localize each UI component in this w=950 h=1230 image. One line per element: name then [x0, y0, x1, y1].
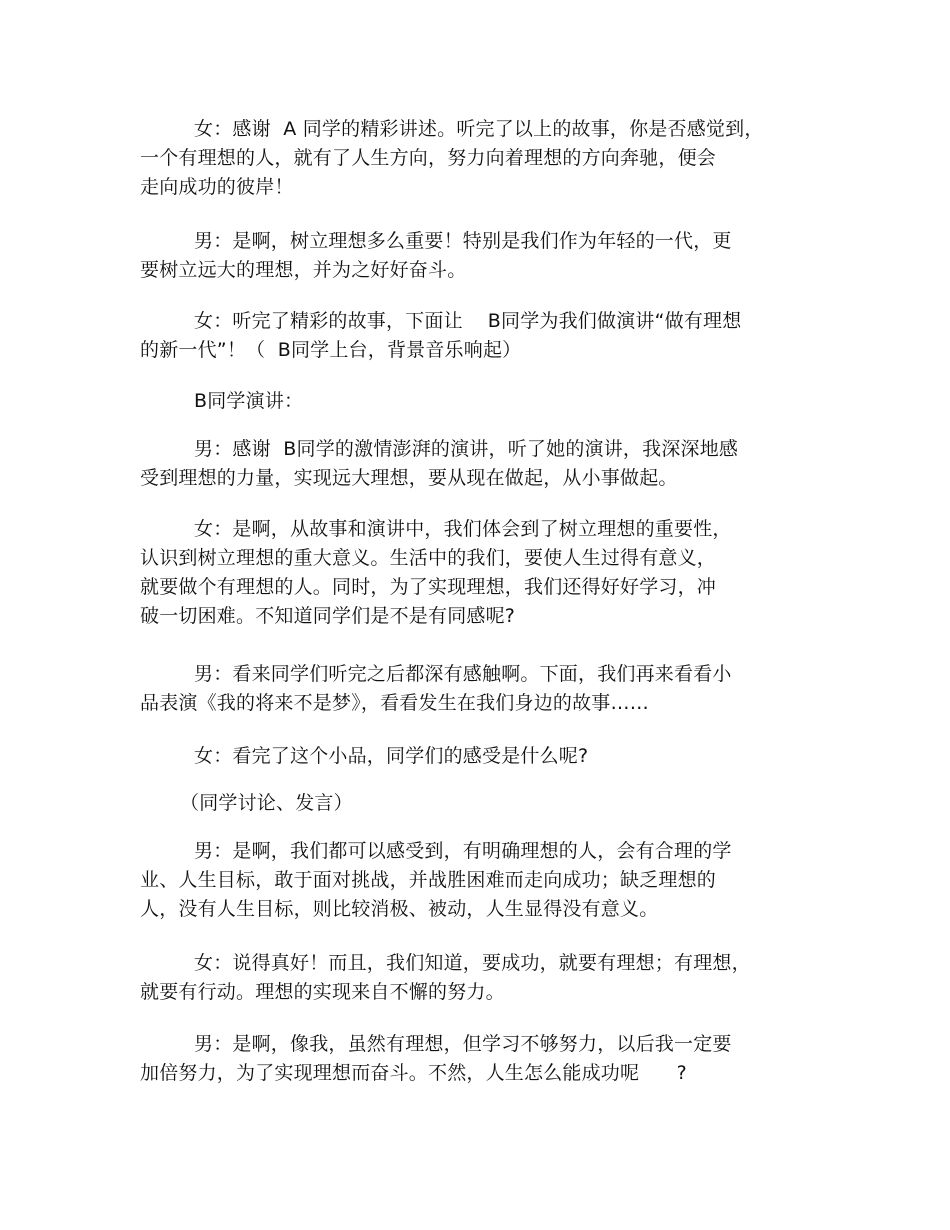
text-line: 女：是啊，从故事和演讲中，我们体会到了树立理想的重要性， — [194, 518, 732, 540]
paragraph — [140, 837, 800, 924]
paragraph — [140, 789, 800, 818]
text-line: 男：是啊，我们都可以感受到，有明确理想的人，会有合理的学 — [194, 840, 732, 862]
text-line: 女：说得真好！而且，我们知道，要成功，就要有理想；有理想， — [194, 952, 751, 974]
paragraph — [140, 307, 800, 365]
text-line: 的新一代”！（ B同学上台，背景音乐响起） — [140, 339, 522, 361]
text-line: 认识到树立理想的重大意义。生活中的我们，要使人生过得有意义， — [140, 547, 717, 569]
text-line: 加倍努力，为了实现理想而奋斗。不然，人生怎么能成功呢 ? — [140, 1062, 687, 1084]
text-line: 一个有理想的人，就有了人生方向，努力向着理想的方向奔驰，便会 — [140, 147, 717, 169]
text-line: 女：听完了精彩的故事，下面让 B同学为我们做演讲“做有理想 — [194, 310, 742, 332]
text-line: （同学讨论、发言） — [180, 792, 353, 814]
paragraph — [140, 1030, 800, 1088]
text-line: 男：看来同学们听完之后都深有感触啊。下面，我们再来看看小 — [194, 663, 732, 685]
text-line: 走向成功的彼岸！ — [140, 176, 294, 198]
text-line: 要树立远大的理想，并为之好好奋斗。 — [140, 259, 467, 281]
text-line: 破一切困难。不知道同学们是不是有同感呢? — [140, 605, 516, 627]
text-line: 受到理想的力量，实现远大理想，要从现在做起，从小事做起。 — [140, 467, 678, 489]
paragraph — [140, 660, 800, 718]
paragraph — [140, 742, 800, 771]
paragraph — [140, 435, 800, 493]
paragraph — [140, 949, 800, 1007]
paragraph — [140, 115, 800, 202]
paragraph — [140, 387, 800, 416]
text-line: 男：感谢 B同学的激情澎湃的演讲，听了她的演讲，我深深地感 — [194, 438, 739, 460]
text-line: 人，没有人生目标，则比较消极、被动，人生显得没有意义。 — [140, 898, 659, 920]
text-line: 品表演《我的将来不是梦》，看看发生在我们身边的故事…… — [140, 692, 649, 714]
text-line: 女：感谢 A 同学的精彩讲述。听完了以上的故事，你是否感觉到， — [194, 118, 764, 140]
text-line: 就要做个有理想的人。同时，为了实现理想，我们还得好好学习，冲 — [140, 576, 717, 598]
text-line: 女：看完了这个小品，同学们的感受是什么呢? — [194, 745, 589, 767]
text-line: 男：是啊，像我，虽然有理想，但学习不够努力，以后我一定要 — [194, 1033, 732, 1055]
text-line: 男：是啊，树立理想多么重要！特别是我们作为年轻的一代，更 — [194, 230, 732, 252]
text-line: 业、人生目标，敢于面对挑战，并战胜困难而走向成功；缺乏理想的 — [140, 869, 717, 891]
paragraph — [140, 227, 800, 285]
paragraph — [140, 515, 800, 631]
text-line: B同学演讲： — [194, 390, 304, 412]
text-line: 就要有行动。理想的实现来自不懈的努力。 — [140, 981, 505, 1003]
